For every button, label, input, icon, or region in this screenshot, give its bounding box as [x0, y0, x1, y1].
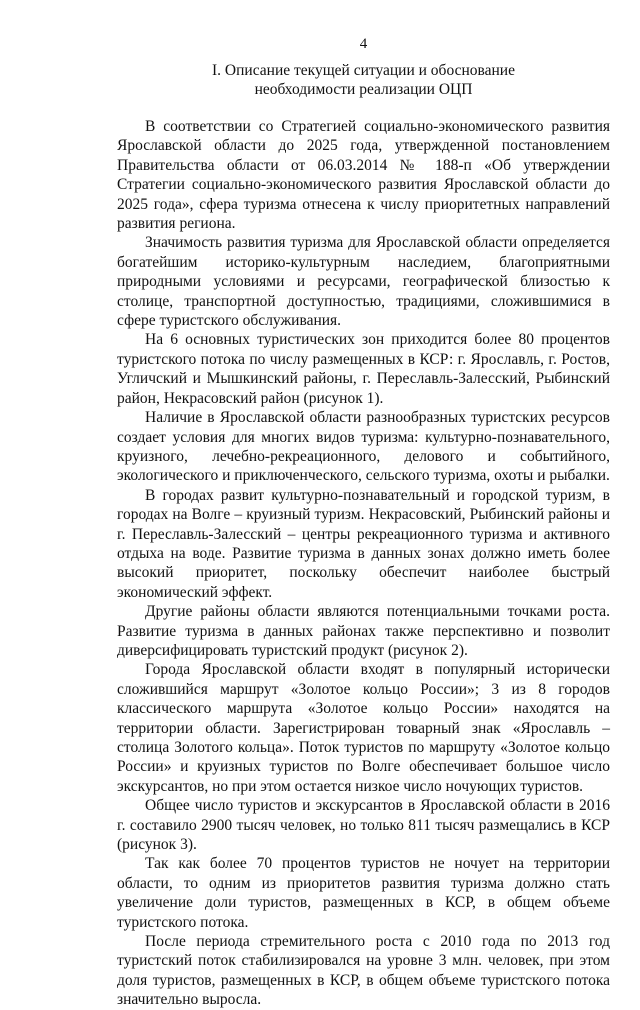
section-title [117, 61, 610, 99]
paragraph: В соответствии со Стратегией социально-экономического развития Ярославской области до 2025 года, утвержденной постановлением Правительства области от 06.03.2014 № 188-п «Об утверждении Стратегии социально-экономического развития Ярославской области до 2025 года», сфера туризма отнесена к числу приоритетных направлений развития региона. [117, 118, 610, 233]
paragraph: Города Ярославской области входят в популярный исторически сложившийся маршрут «Золотое кольцо России»; 3 из 8 городов классического маршрута «Золотое кольцо России» находятся на территории области. Зарегистрирован товарный знак «Ярославль – столица Золотого кольца». Поток туристов по маршруту «Золотое кольцо России» и круизных туристов по Волге обеспечивает большое число экскурсантов, но при этом остается низкое число ночующих туристов. [117, 661, 610, 795]
paragraph: На 6 основных туристических зон приходится более 80 процентов туристского потока по числу размещенных в КСР: г. Ярославль, г. Ростов, Угличский и Мышкинский районы, г. Переславль-Залесский, Рыбинский район, Некрасовский район (рисунок 1). [117, 331, 610, 407]
paragraph: Так как более 70 процентов туристов не ночует на территории области, то одним из приоритетов развития туризма должно стать увеличение доли туристов, размещенных в КСР, в общем объеме туристского потока. [117, 855, 610, 931]
paragraph: Общее число туристов и экскурсантов в Ярославской области в 2016 г. составило 2900 тысяч человек, но только 811 тысяч размещались в КСР (рисунок 3). [117, 797, 610, 854]
paragraph: Другие районы области являются потенциальными точками роста. Развитие туризма в данных районах также перспективно и позволит диверсифицировать туристский продукт (рисунок 2). [117, 603, 610, 659]
paragraph: Наличие в Ярославской области разнообразных туристских ресурсов создает условия для многих видов туризма: культурно-познавательного, круизного, лечебно-рекреационного, делового и событийного, экологического и приключенческого, сельского туризма, охоты и рыбалки. [117, 409, 610, 485]
body-text [117, 117, 610, 1010]
section-title-line-1: I. Описание текущей ситуации и обоснование [212, 62, 515, 79]
paragraph: После периода стремительного роста с 2010 года по 2013 год туристский поток стабилизировался на уровне 3 млн. человек, при этом доля туристов, размещенных в КСР, в общем объеме туристского потока значительно выросла. [117, 933, 610, 1009]
paragraph: Значимость развития туризма для Ярославской области определяется богатейшим историко-культурным наследием, благоприятными природными условиями и ресурсами, географической близостью к столице, транспортной доступностью, традициями, сложившимися в сфере туристского обслуживания. [117, 234, 610, 330]
page-number: 4 [359, 36, 368, 52]
section-title-line-2: необходимости реализации ОЦП [254, 81, 473, 98]
paragraph: В городах развит культурно-познавательный и городской туризм, в городах на Волге – круизный туризм. Некрасовский, Рыбинский районы и г. Переславль-Залесский – центры рекреационного туризма и активного отдыха на воде. Развитие туризма в данных зонах должно иметь более высокий приоритет, поскольку обеспечит наиболее быстрый экономический эффект. [117, 486, 610, 601]
